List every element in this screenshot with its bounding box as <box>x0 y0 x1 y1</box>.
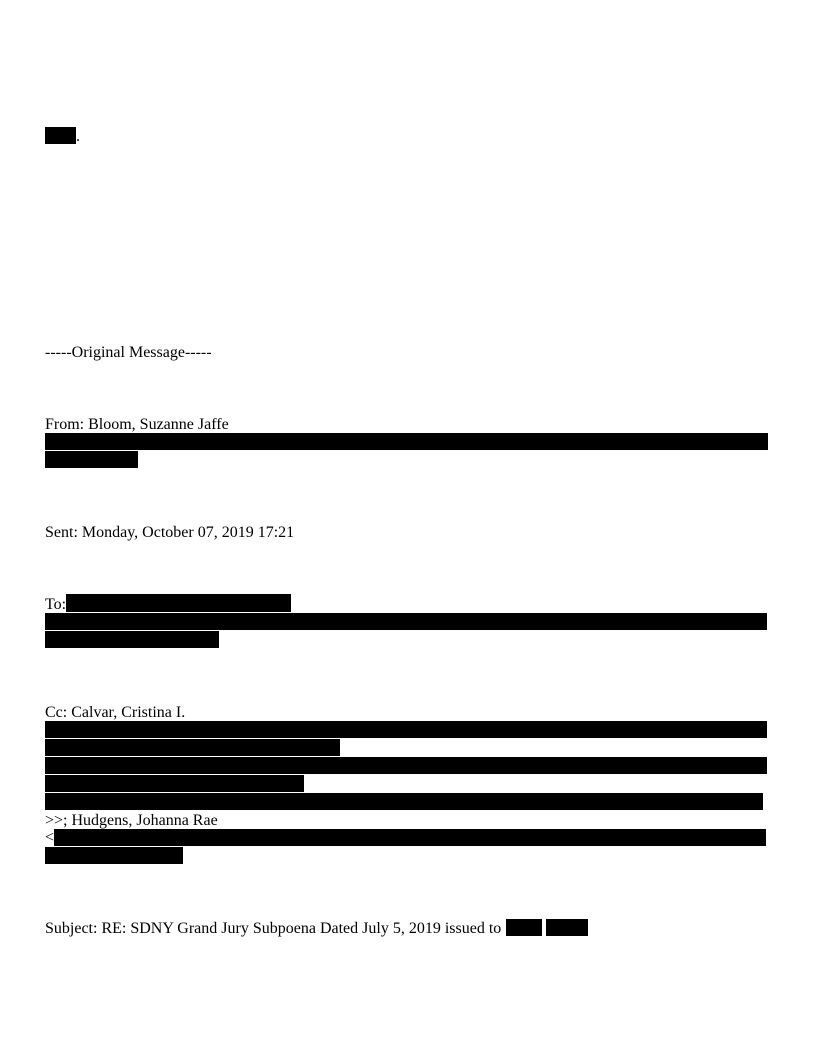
redaction-box <box>45 631 219 648</box>
subject-line: Subject: RE: SDNY Grand Jury Subpoena Dated July 5, 2019 issued to <box>45 920 502 937</box>
redaction-box <box>45 433 768 450</box>
redaction-box <box>66 594 291 612</box>
cc-continuation-line: >>; Hudgens, Johanna Rae <box>45 812 218 829</box>
redaction-box <box>506 919 542 936</box>
redaction-box <box>45 739 340 756</box>
redaction-box <box>45 721 767 738</box>
redaction-box <box>54 829 766 846</box>
from-line: From: Bloom, Suzanne Jaffe <box>45 416 229 433</box>
redaction-box <box>45 757 767 774</box>
sent-line: Sent: Monday, October 07, 2019 17:21 <box>45 524 295 541</box>
redaction-box <box>45 127 76 144</box>
cc-line: Cc: Calvar, Cristina I. <box>45 704 186 721</box>
redaction-box <box>45 793 763 810</box>
top-period: . <box>76 128 80 145</box>
to-line: To: <box>45 596 67 613</box>
redaction-box <box>45 775 304 792</box>
cc-angle-bracket: < <box>45 829 55 846</box>
redaction-box <box>45 847 183 864</box>
original-message-separator: -----Original Message----- <box>45 344 212 361</box>
redaction-box <box>546 919 588 936</box>
redaction-box <box>45 451 138 468</box>
redaction-box <box>45 613 767 630</box>
